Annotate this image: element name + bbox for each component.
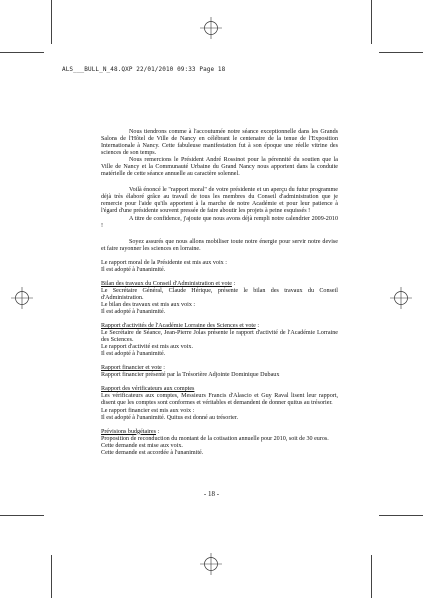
paragraph-seance-exceptionnelle: Nous tiendrons comme à l'accoutumée notre séance exceptionnelle dans les Grands Salons de l'Hôtel de Ville de Nancy en célébrant le centenaire de la tenue de l'Exposition Internationale à Nancy. Cette fabuleuse manifestation fut à son époque une réelle vitrine des sciences de son temps.	[101, 129, 338, 157]
paragraph-rapport-moral: Voilà énoncé le "rapport moral" de votre présidente et un aperçu du futur programme déjà très élaboré grâce au travail de tous les membres du Conseil d'administration que je remercie pour l'aide qu'ils apportent à la marche de notre Académie et pour leur patience à l'égard d'une présidente souvent pressée de faire aboutir les projets à peine esquissés !	[101, 187, 338, 215]
bilan-heading-suffix: :	[231, 280, 236, 287]
registration-mark-icon	[11, 287, 33, 309]
bilan-vote-line: Le bilan des travaux est mis aux voix :	[101, 301, 196, 308]
previsions-text: Proposition de reconduction du montant de la cotisation annuelle pour 2010, soit de 30 euros.	[101, 435, 329, 442]
bilan-result-line: Il est adopté à l'unanimité.	[101, 308, 166, 315]
previsions-vote-line: Cette demande est mise aux voix.	[101, 442, 183, 449]
crop-mark	[0, 515, 44, 516]
bilan-heading-text: Bilan des travaux du Conseil d'Administration et vote	[101, 280, 232, 287]
previsions-heading-suffix: :	[156, 428, 160, 435]
previsions-result-line: Cette demande est accordée à l'unanimité.	[101, 449, 204, 456]
verificateurs-heading-text: Rapport des vérificateurs aux comptes	[101, 386, 195, 393]
registration-mark-icon	[390, 287, 412, 309]
activites-heading	[101, 323, 338, 330]
paragraph-devise: Soyez assurés que nous allons mobiliser toute notre énergie pour servir notre devise et faire rayonner les sciences en lorraine.	[101, 238, 338, 252]
crop-mark	[371, 555, 372, 598]
registration-mark-icon	[200, 553, 222, 575]
activites-heading-suffix: :	[255, 323, 260, 330]
activites-result-line: Il est adopté à l'unanimité.	[101, 351, 166, 358]
financier-text: Rapport financier présenté par la Trésorière Adjointe Dominique Dubaux	[101, 372, 280, 379]
crop-mark	[379, 52, 423, 53]
moral-result-line: Il est adopté à l'unanimité.	[101, 266, 166, 273]
crop-mark	[51, 555, 52, 598]
crop-mark	[379, 515, 423, 516]
activites-text: Le Secrétaire de Séance, Jean-Pierre Jolas présente le rapport d'activité de l'Académie Lorraine des Sciences.	[101, 330, 338, 344]
page-number: - 18 -	[203, 490, 220, 498]
verificateurs-text: Les vérificateurs aux comptes, Messieurs Francis d'Alascio et Guy Raval lisent leur rapport, disent que les comptes sont conformes et véritables et demandent de donner quitus au trésorier.	[101, 393, 338, 407]
crop-mark	[371, 0, 372, 44]
activites-heading-text: Rapport d'activités de l'Académie Lorraine des Sciences et vote	[101, 323, 256, 330]
crop-mark	[0, 52, 44, 53]
bilan-text: Le Secrétaire Général, Claude Hérique, présente le bilan des travaux du Conseil d'Administration.	[101, 287, 338, 301]
previsions-heading	[101, 429, 338, 436]
bilan-heading	[101, 281, 338, 288]
previsions-heading-text: Prévisions budgétaires	[101, 428, 157, 435]
print-slug: ALS___BULL_N_48.QXP 22/01/2010 09:33 Page 18	[62, 66, 226, 73]
document-body	[101, 129, 338, 457]
crop-mark	[51, 0, 52, 44]
financier-heading-text: Rapport financier et vote	[101, 365, 162, 372]
moral-vote-line: Le rapport moral de la Présidente est mis aux voix :	[101, 259, 227, 266]
activites-vote-line: Le rapport d'activité est mis aux voix.	[101, 344, 193, 351]
verificateurs-vote-line: Le rapport financier est mis aux voix :	[101, 407, 195, 414]
paragraph-remerciements: Nous remercions le Président André Rossinot pour la pérennité du soutien que la Ville de Nancy et la Communauté Urbaine du Grand Nancy nous apportent dans la conduite matérielle de cette séance annuelle au caractère solennel.	[101, 157, 338, 178]
paragraph-confidence: A titre de confidence, j'ajoute que nous avons déjà rempli notre calendrier 2009-2010 !	[101, 215, 338, 229]
financier-heading-suffix: :	[161, 365, 165, 372]
registration-mark-icon	[200, 17, 222, 39]
verificateurs-result-line: Il est adopté à l'unanimité. Quitus est donné au trésorier.	[101, 414, 238, 421]
